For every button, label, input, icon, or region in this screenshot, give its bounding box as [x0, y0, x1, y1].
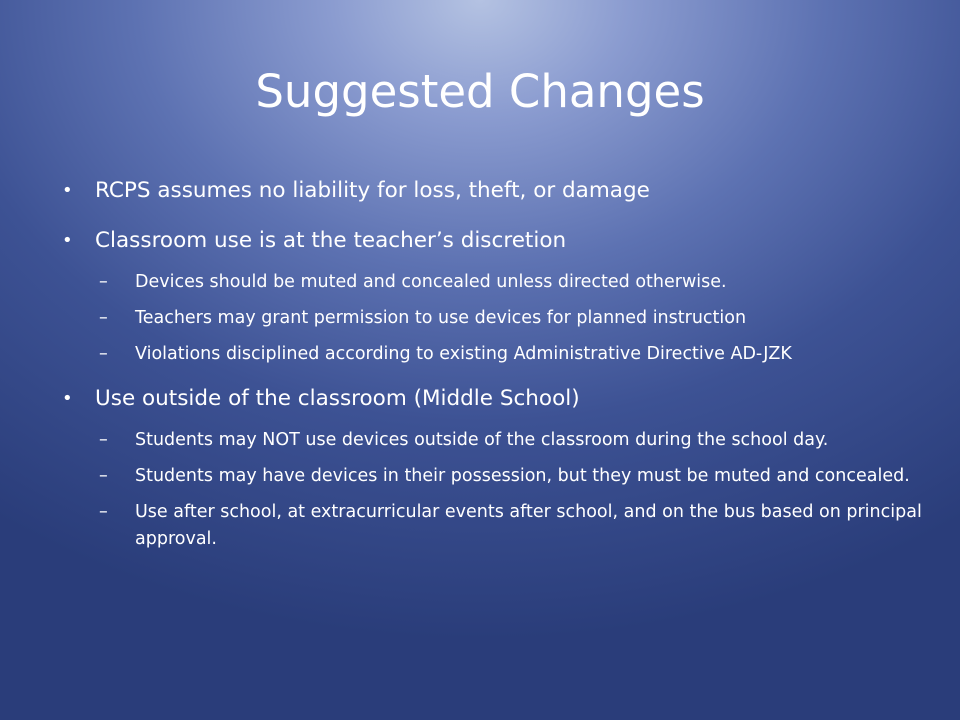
dash-icon: –: [99, 308, 108, 328]
sub-bullet-text: Violations disciplined according to existing Administrative Directive AD-JZK: [135, 344, 792, 364]
sub-bullet-item: [62, 269, 922, 296]
bullet-text: Use outside of the classroom (Middle School): [95, 386, 580, 411]
bullet-list: [62, 176, 922, 553]
bullet-icon: •: [62, 388, 73, 409]
sub-bullet-item: [62, 499, 922, 553]
dash-icon: –: [99, 466, 108, 486]
sub-bullet-text: Devices should be muted and concealed unless directed otherwise.: [135, 272, 727, 292]
bullet-item: [62, 176, 922, 206]
sub-bullet-text: Students may NOT use devices outside of the classroom during the school day.: [135, 430, 829, 450]
sub-bullet-text: Use after school, at extracurricular events after school, and on the bus based on principal approval.: [135, 502, 922, 549]
sub-bullet-item: [62, 463, 922, 490]
bullet-icon: •: [62, 180, 73, 201]
dash-icon: –: [99, 502, 108, 522]
bullet-icon: •: [62, 230, 73, 251]
sub-bullet-item: [62, 427, 922, 454]
bullet-item: [62, 226, 922, 368]
dash-icon: –: [99, 272, 108, 292]
dash-icon: –: [99, 344, 108, 364]
sub-bullet-list: [62, 427, 922, 553]
dash-icon: –: [99, 430, 108, 450]
sub-bullet-text: Teachers may grant permission to use devices for planned instruction: [135, 308, 747, 328]
sub-bullet-text: Students may have devices in their possession, but they must be muted and concealed.: [135, 466, 910, 486]
bullet-text: Classroom use is at the teacher’s discretion: [95, 228, 567, 253]
bullet-text: RCPS assumes no liability for loss, theft, or damage: [95, 178, 650, 203]
bullet-item: [62, 384, 922, 553]
sub-bullet-list: [62, 269, 922, 368]
slide-title: Suggested Changes: [255, 65, 705, 118]
sub-bullet-item: [62, 305, 922, 332]
sub-bullet-item: [62, 341, 922, 368]
